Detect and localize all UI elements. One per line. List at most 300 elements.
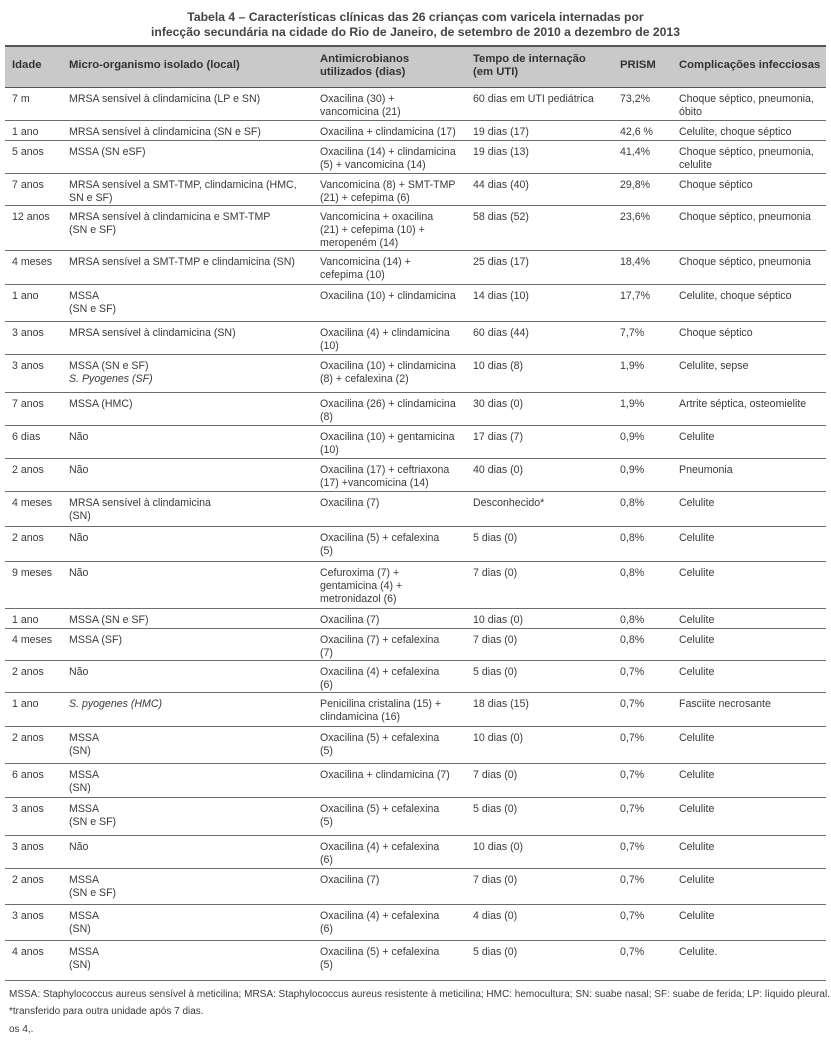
cell-idade	[12, 666, 44, 679]
cell-complicacoes-line: Celulite	[679, 874, 715, 886]
cell-antimicrobianos-line: Oxacilina (10) + gentamicina	[320, 431, 455, 443]
cell-antimicrobianos	[320, 532, 439, 558]
cell-antimicrobianos	[320, 874, 379, 887]
cell-prism-line: 1,9%	[620, 360, 645, 372]
cell-antimicrobianos-line: Oxacilina (17) + ceftriaxona	[320, 464, 450, 476]
cell-idade	[12, 732, 44, 745]
cell-prism	[620, 398, 644, 411]
cell-complicacoes-line: Celulite	[679, 732, 715, 744]
cell-tempo-internacao-line: 7 dias (0)	[473, 567, 518, 579]
cell-micro-organismo-line: (SN)	[69, 510, 91, 522]
cell-tempo-internacao	[473, 614, 523, 627]
cell-prism	[620, 698, 644, 711]
cell-prism	[620, 327, 644, 340]
table-row	[5, 869, 826, 905]
header-micro-organismo: Micro-organismo isolado (local)	[69, 59, 240, 71]
cell-antimicrobianos-line: (8) + cefalexina (2)	[320, 373, 409, 385]
cell-micro-organismo	[69, 360, 153, 386]
cell-complicacoes	[679, 398, 806, 411]
cell-idade	[12, 211, 50, 224]
cell-prism	[620, 732, 644, 745]
cell-micro-organismo-line: Não	[69, 532, 89, 544]
cell-idade-line: 2 anos	[12, 732, 44, 744]
cell-micro-organismo-line: (SN e SF)	[69, 816, 117, 828]
cell-prism-line: 41,4%	[620, 146, 651, 158]
cell-tempo-internacao	[473, 769, 517, 782]
cell-tempo-internacao-line: 58 dias (52)	[473, 211, 529, 223]
cell-idade	[12, 179, 44, 192]
cell-idade-line: 2 anos	[12, 464, 44, 476]
cell-complicacoes-line: Celulite	[679, 666, 715, 678]
cell-complicacoes	[679, 179, 753, 192]
cell-tempo-internacao	[473, 464, 523, 477]
table-row	[5, 285, 826, 322]
cell-prism-line: 0,7%	[620, 841, 645, 853]
cell-micro-organismo	[69, 532, 88, 545]
table-row	[5, 527, 826, 562]
cell-antimicrobianos-line: Oxacilina (26) + clindamicina	[320, 398, 456, 410]
cell-prism-line: 0,7%	[620, 698, 645, 710]
cell-micro-organismo	[69, 256, 295, 269]
cell-complicacoes	[679, 431, 714, 444]
cell-tempo-internacao-line: 5 dias (0)	[473, 946, 518, 958]
cell-micro-organismo-line: MSSA (HMC)	[69, 398, 133, 410]
cell-tempo-internacao	[473, 532, 517, 545]
cell-micro-organismo	[69, 666, 88, 679]
cell-tempo-internacao	[473, 360, 523, 373]
cell-micro-organismo-line: (SN)	[69, 959, 91, 971]
cell-idade-line: 3 anos	[12, 910, 44, 922]
cell-antimicrobianos-line: (5)	[320, 816, 333, 828]
cell-tempo-internacao	[473, 431, 523, 444]
cell-complicacoes-line: Choque séptico, pneumonia,	[679, 146, 814, 158]
cell-idade	[12, 360, 44, 373]
cell-tempo-internacao-line: 25 dias (17)	[473, 256, 529, 268]
cell-antimicrobianos-line: Cefuroxima (7) +	[320, 567, 400, 579]
cell-prism-line: 0,8%	[620, 614, 645, 626]
cell-tempo-internacao	[473, 946, 517, 959]
cell-prism	[620, 614, 644, 627]
cell-antimicrobianos-line: Oxacilina (5) + cefalexina	[320, 732, 440, 744]
cell-complicacoes-line: Celulite	[679, 910, 715, 922]
cell-tempo-internacao-line: 10 dias (0)	[473, 614, 524, 626]
cell-tempo-internacao	[473, 803, 517, 816]
cell-complicacoes-line: Celulite	[679, 532, 715, 544]
cell-antimicrobianos	[320, 567, 402, 606]
cell-tempo-internacao	[473, 698, 529, 711]
cell-prism-line: 0,7%	[620, 874, 645, 886]
cell-idade	[12, 290, 39, 303]
cell-antimicrobianos-line: (6)	[320, 923, 333, 935]
cell-antimicrobianos	[320, 666, 439, 692]
cell-micro-organismo-line: MSSA (SN e SF)	[69, 360, 149, 372]
cell-micro-organismo-line: (SN e SF)	[69, 303, 117, 315]
cell-complicacoes-line: Choque séptico, pneumonia	[679, 211, 811, 223]
cell-idade-line: 4 meses	[12, 256, 53, 268]
cell-antimicrobianos	[320, 614, 379, 627]
cell-antimicrobianos	[320, 431, 455, 457]
table-row	[5, 174, 826, 206]
header-idade: Idade	[12, 59, 42, 71]
cell-tempo-internacao-line: 60 dias (44)	[473, 327, 529, 339]
cell-antimicrobianos	[320, 327, 450, 353]
header-tempo-line-1: Tempo de internação	[473, 53, 586, 65]
cell-micro-organismo	[69, 93, 260, 106]
cell-complicacoes	[679, 946, 717, 959]
cell-prism	[620, 567, 644, 580]
cell-antimicrobianos	[320, 360, 456, 386]
cell-micro-organismo-line: S. pyogenes (HMC)	[69, 698, 163, 710]
header-prism: PRISM	[620, 59, 656, 71]
cell-complicacoes	[679, 464, 733, 477]
cell-micro-organismo-line: Não	[69, 464, 89, 476]
cell-tempo-internacao	[473, 290, 529, 303]
cell-micro-organismo-line: Não	[69, 567, 89, 579]
cell-micro-organismo-line: MSSA	[69, 910, 100, 922]
cell-idade	[12, 769, 44, 782]
cell-antimicrobianos-line: Vancomicina + oxacilina	[320, 211, 434, 223]
cell-antimicrobianos-line: (21) + cefepima (10) +	[320, 224, 425, 236]
cell-complicacoes	[679, 211, 811, 224]
cell-antimicrobianos	[320, 910, 439, 936]
cell-tempo-internacao	[473, 93, 594, 106]
cell-micro-organismo	[69, 567, 88, 580]
cell-complicacoes	[679, 698, 771, 711]
cell-micro-organismo-line: MSSA	[69, 732, 100, 744]
footnote-asterisk: *transferido para outra unidade após 7 dias.	[9, 1006, 204, 1017]
cell-prism-line: 0,7%	[620, 803, 645, 815]
cell-antimicrobianos-line: Oxacilina (5) + cefalexina	[320, 946, 440, 958]
cell-micro-organismo-line: (SN)	[69, 923, 91, 935]
cell-prism	[620, 126, 653, 139]
cell-antimicrobianos-line: (6)	[320, 854, 333, 866]
cell-antimicrobianos-line: (8)	[320, 411, 333, 423]
cell-antimicrobianos-line: Oxacilina (10) + clindamicina	[320, 290, 456, 302]
cell-complicacoes-line: Choque séptico, pneumonia,	[679, 93, 814, 105]
cell-tempo-internacao	[473, 327, 529, 340]
cell-tempo-internacao-line: 60 dias em UTI pediátrica	[473, 93, 594, 105]
cell-idade	[12, 398, 44, 411]
cell-idade	[12, 497, 52, 510]
cell-micro-organismo-line: MSSA	[69, 946, 100, 958]
cell-tempo-internacao	[473, 497, 544, 510]
cell-micro-organismo	[69, 769, 99, 795]
cell-idade-line: 2 anos	[12, 874, 44, 886]
cell-complicacoes	[679, 567, 714, 580]
cell-prism-line: 17,7%	[620, 290, 651, 302]
cell-micro-organismo	[69, 211, 270, 237]
cell-antimicrobianos	[320, 179, 456, 205]
cell-tempo-internacao-line: 44 dias (40)	[473, 179, 529, 191]
cell-tempo-internacao-line: 5 dias (0)	[473, 532, 518, 544]
cell-complicacoes	[679, 769, 714, 782]
cell-antimicrobianos-line: gentamicina (4) +	[320, 580, 403, 592]
cell-prism-line: 0,7%	[620, 946, 645, 958]
cell-antimicrobianos-line: Penicilina cristalina (15) +	[320, 698, 442, 710]
cell-tempo-internacao-line: 5 dias (0)	[473, 803, 518, 815]
cell-micro-organismo-line: MRSA sensível a SMT-TMP e clindamicina (SN)	[69, 256, 295, 268]
header-antimicrobianos-line-1: Antimicrobianos	[320, 53, 410, 65]
cell-antimicrobianos	[320, 211, 433, 250]
cell-tempo-internacao-line: 7 dias (0)	[473, 874, 518, 886]
cell-complicacoes-line: Celulite.	[679, 946, 718, 958]
table-row	[5, 905, 826, 941]
cell-prism-line: 42,6 %	[620, 126, 653, 138]
cell-micro-organismo-line: (SN)	[69, 745, 91, 757]
cell-idade-line: 6 dias	[12, 431, 41, 443]
cell-idade-line: 3 anos	[12, 360, 44, 372]
cell-antimicrobianos-line: Oxacilina (4) + clindamicina	[320, 327, 450, 339]
table-row	[5, 609, 826, 629]
cell-micro-organismo	[69, 464, 88, 477]
cell-complicacoes	[679, 497, 714, 510]
cell-tempo-internacao	[473, 256, 529, 269]
cell-antimicrobianos	[320, 146, 456, 172]
cell-tempo-internacao-line: 40 dias (0)	[473, 464, 524, 476]
cell-antimicrobianos-line: (7)	[320, 647, 333, 659]
cell-antimicrobianos-line: Oxacilina (5) + cefalexina	[320, 532, 440, 544]
table-row	[5, 661, 826, 693]
cell-prism-line: 0,9%	[620, 464, 645, 476]
cell-prism	[620, 666, 644, 679]
cell-antimicrobianos-line: clindamicina (16)	[320, 711, 401, 723]
table-title	[0, 10, 831, 40]
cell-tempo-internacao-line: 10 dias (0)	[473, 732, 524, 744]
cell-micro-organismo-line: MRSA sensível à clindamicina (SN)	[69, 327, 236, 339]
table-row	[5, 251, 826, 285]
cell-tempo-internacao	[473, 666, 517, 679]
table-row	[5, 355, 826, 393]
cell-antimicrobianos-line: (5)	[320, 745, 333, 757]
cell-antimicrobianos	[320, 497, 379, 510]
cell-micro-organismo	[69, 146, 146, 159]
cell-tempo-internacao-line: 19 dias (17)	[473, 126, 529, 138]
cell-antimicrobianos-line: meropeném (14)	[320, 237, 399, 249]
cell-idade-line: 2 anos	[12, 532, 44, 544]
cell-idade	[12, 146, 44, 159]
cell-micro-organismo-line: MRSA sensível a SMT-TMP, clindamicina (HMC,	[69, 179, 297, 191]
cell-micro-organismo	[69, 126, 261, 139]
cell-idade	[12, 946, 44, 959]
cell-antimicrobianos-line: Oxacilina (10) + clindamicina	[320, 360, 456, 372]
cell-idade	[12, 464, 44, 477]
cell-antimicrobianos	[320, 256, 411, 282]
cell-prism	[620, 497, 644, 510]
cell-prism-line: 0,7%	[620, 666, 645, 678]
cell-idade	[12, 431, 40, 444]
cell-micro-organismo-line: S. Pyogenes (SF)	[69, 373, 153, 385]
table-row	[5, 141, 826, 174]
cell-complicacoes-line: Celulite	[679, 634, 715, 646]
cell-prism	[620, 290, 650, 303]
cell-prism	[620, 146, 650, 159]
cell-tempo-internacao-line: 17 dias (7)	[473, 431, 524, 443]
cell-tempo-internacao	[473, 910, 517, 923]
cell-prism	[620, 769, 644, 782]
cell-idade	[12, 910, 44, 923]
cell-antimicrobianos-line: Oxacilina (4) + cefalexina	[320, 910, 440, 922]
cell-micro-organismo-line: Não	[69, 841, 89, 853]
cell-complicacoes	[679, 874, 714, 887]
cell-antimicrobianos-line: Vancomicina (14) +	[320, 256, 411, 268]
cell-complicacoes-line: Celulite	[679, 841, 715, 853]
table-row	[5, 492, 826, 527]
header-antimicrobianos-line-2: utilizados (dias)	[320, 66, 406, 78]
header-complicacoes: Complicações infecciosas	[679, 59, 821, 71]
cell-complicacoes-line: Artrite séptica, osteomielite	[679, 398, 807, 410]
cell-tempo-internacao-line: 10 dias (0)	[473, 841, 524, 853]
cell-tempo-internacao-line: 10 dias (8)	[473, 360, 524, 372]
cell-micro-organismo	[69, 431, 88, 444]
cell-prism	[620, 946, 644, 959]
cell-micro-organismo	[69, 803, 116, 829]
cell-idade	[12, 841, 44, 854]
cell-complicacoes	[679, 910, 714, 923]
cell-idade-line: 12 anos	[12, 211, 50, 223]
cell-micro-organismo-line: MRSA sensível à clindamicina e SMT-TMP	[69, 211, 271, 223]
cell-antimicrobianos-line: Vancomicina (8) + SMT-TMP	[320, 179, 456, 191]
cell-prism	[620, 211, 650, 224]
cell-complicacoes	[679, 290, 791, 303]
cell-antimicrobianos-line: Oxacilina (4) + cefalexina	[320, 666, 440, 678]
cell-idade	[12, 698, 39, 711]
cell-antimicrobianos-line: Oxacilina (5) + cefalexina	[320, 803, 440, 815]
cell-tempo-internacao	[473, 732, 523, 745]
cell-idade	[12, 327, 44, 340]
cell-micro-organismo	[69, 910, 99, 936]
cell-micro-organismo-line: MRSA sensível à clindamicina (LP e SN)	[69, 93, 261, 105]
cell-complicacoes-line: Celulite	[679, 497, 715, 509]
cell-antimicrobianos-line: Oxacilina (30) +	[320, 93, 395, 105]
cell-complicacoes	[679, 634, 714, 647]
cell-tempo-internacao	[473, 634, 517, 647]
cell-idade-line: 4 meses	[12, 497, 53, 509]
cell-tempo-internacao-line: 18 dias (15)	[473, 698, 529, 710]
cell-antimicrobianos-line: Oxacilina + clindamicina (17)	[320, 126, 456, 138]
cell-antimicrobianos-line: Oxacilina (7)	[320, 614, 380, 626]
table-row	[5, 727, 826, 764]
cell-tempo-internacao	[473, 567, 517, 580]
table-row	[5, 426, 826, 459]
cell-antimicrobianos-line: (10)	[320, 340, 339, 352]
cell-complicacoes-line: Fasciite necrosante	[679, 698, 771, 710]
cell-antimicrobianos	[320, 698, 441, 724]
cell-micro-organismo-line: (SN e SF)	[69, 224, 117, 236]
cell-antimicrobianos	[320, 464, 449, 490]
cell-complicacoes-line: Celulite	[679, 431, 715, 443]
table-row	[5, 941, 826, 981]
cell-antimicrobianos	[320, 841, 439, 867]
cell-complicacoes	[679, 93, 814, 119]
cell-prism	[620, 841, 644, 854]
cell-prism-line: 0,8%	[620, 497, 645, 509]
cell-idade-line: 1 ano	[12, 614, 39, 626]
cell-idade-line: 2 anos	[12, 666, 44, 678]
cell-idade-line: 1 ano	[12, 698, 39, 710]
cell-prism-line: 73,2%	[620, 93, 651, 105]
cell-idade	[12, 93, 30, 106]
table-row	[5, 459, 826, 492]
cell-prism	[620, 93, 650, 106]
table-title-line-1: Tabela 4 – Características clínicas das 26 crianças com varicela internadas por	[187, 10, 644, 24]
cell-antimicrobianos-line: (6)	[320, 679, 333, 691]
cell-prism-line: 0,8%	[620, 532, 645, 544]
cell-tempo-internacao	[473, 874, 517, 887]
cell-tempo-internacao	[473, 179, 529, 192]
cell-idade-line: 3 anos	[12, 803, 44, 815]
cell-antimicrobianos	[320, 126, 456, 139]
table-row	[5, 798, 826, 836]
cell-prism	[620, 256, 650, 269]
cell-antimicrobianos-line: Oxacilina (4) + cefalexina	[320, 841, 440, 853]
cell-micro-organismo	[69, 634, 122, 647]
cell-tempo-internacao-line: 30 dias (0)	[473, 398, 524, 410]
cell-prism	[620, 179, 650, 192]
cell-idade-line: 7 anos	[12, 179, 44, 191]
cell-antimicrobianos-line: Oxacilina (7)	[320, 497, 380, 509]
cell-antimicrobianos-line: (10)	[320, 444, 339, 456]
cell-prism-line: 23,6%	[620, 211, 651, 223]
cell-complicacoes-line: Pneumonia	[679, 464, 733, 476]
cell-idade-line: 1 ano	[12, 290, 39, 302]
header-tempo-internacao	[473, 53, 586, 79]
cell-tempo-internacao-line: 19 dias (13)	[473, 146, 529, 158]
footnote-fragment: os 4,.	[9, 1024, 34, 1035]
cell-prism-line: 0,8%	[620, 634, 645, 646]
cell-tempo-internacao-line: 5 dias (0)	[473, 666, 518, 678]
cell-antimicrobianos-line: (17) +vancomicina (14)	[320, 477, 429, 489]
cell-prism-line: 0,7%	[620, 910, 645, 922]
cell-complicacoes-line: Celulite	[679, 614, 715, 626]
cell-prism	[620, 431, 644, 444]
cell-micro-organismo	[69, 179, 297, 205]
cell-complicacoes-line: Choque séptico, pneumonia	[679, 256, 811, 268]
cell-antimicrobianos-line: Oxacilina (7) + cefalexina	[320, 634, 440, 646]
table-row	[5, 629, 826, 661]
cell-complicacoes-line: Celulite	[679, 803, 715, 815]
cell-idade	[12, 126, 39, 139]
cell-tempo-internacao-line: 4 dias (0)	[473, 910, 518, 922]
cell-idade-line: 6 anos	[12, 769, 44, 781]
table-row	[5, 88, 826, 121]
cell-complicacoes	[679, 732, 714, 745]
cell-antimicrobianos	[320, 946, 439, 972]
cell-antimicrobianos	[320, 634, 439, 660]
cell-antimicrobianos-line: metronidazol (6)	[320, 593, 397, 605]
cell-tempo-internacao	[473, 841, 523, 854]
cell-complicacoes	[679, 360, 749, 373]
cell-micro-organismo-line: Não	[69, 666, 89, 678]
cell-complicacoes	[679, 327, 753, 340]
cell-prism-line: 0,7%	[620, 769, 645, 781]
cell-antimicrobianos	[320, 803, 439, 829]
cell-complicacoes-line: Choque séptico	[679, 327, 753, 339]
table-row	[5, 764, 826, 798]
cell-complicacoes-line: Celulite, choque séptico	[679, 126, 792, 138]
table-row	[5, 393, 826, 426]
cell-tempo-internacao	[473, 146, 529, 159]
footnote-abbreviations: MSSA: Staphylococcus aureus sensível à meticilina; MRSA: Staphylococcus aureus resistente à meticilina; HMC: hemocultura; SN: suabe nasal; SF: suabe de ferida; LP: líquido pleural.	[9, 989, 830, 1000]
cell-idade-line: 4 anos	[12, 946, 44, 958]
cell-prism-line: 7,7%	[620, 327, 645, 339]
cell-idade	[12, 567, 52, 580]
cell-idade	[12, 256, 52, 269]
cell-antimicrobianos	[320, 398, 456, 424]
cell-micro-organismo-line: (SN)	[69, 782, 91, 794]
cell-micro-organismo-line: MSSA (SN eSF)	[69, 146, 146, 158]
cell-antimicrobianos-line: cefepima (10)	[320, 269, 385, 281]
cell-micro-organismo-line: MSSA	[69, 290, 100, 302]
